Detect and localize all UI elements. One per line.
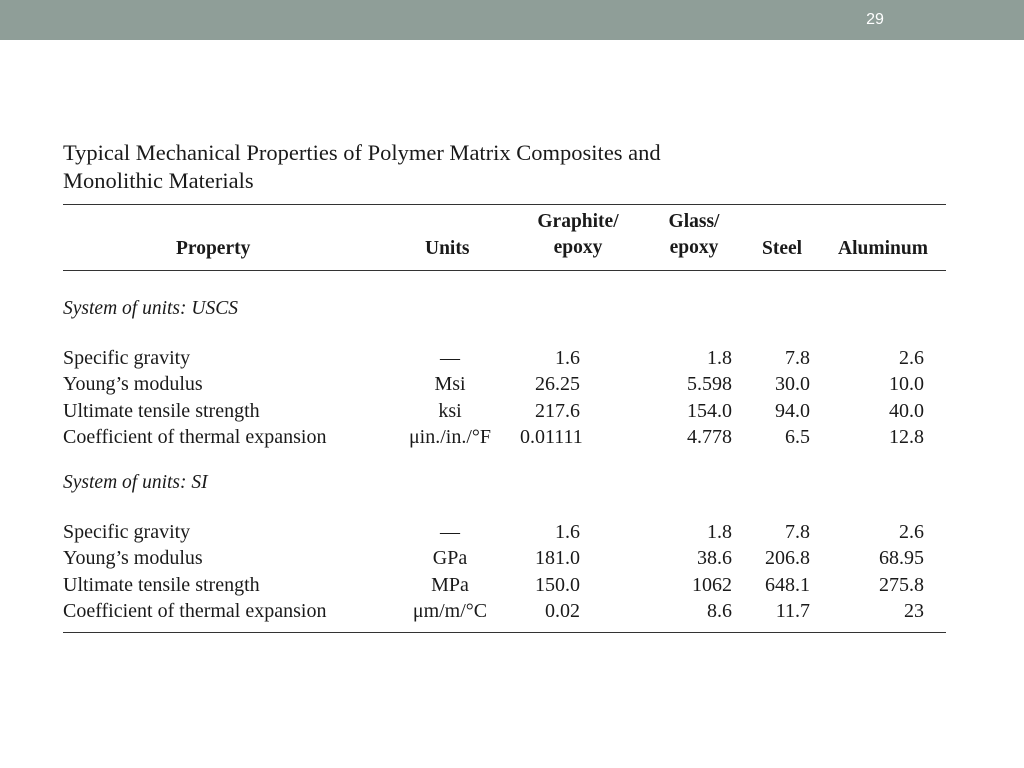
- cell-graphite: 217.6: [535, 400, 580, 422]
- cell-steel: 206.8: [765, 547, 810, 569]
- cell-property: Coefficient of thermal expansion: [63, 600, 327, 622]
- cell-steel: 648.1: [765, 574, 810, 596]
- cell-property: Ultimate tensile strength: [63, 400, 260, 422]
- cell-aluminum: 2.6: [899, 521, 924, 543]
- cell-aluminum: 2.6: [899, 347, 924, 369]
- header-glass-line-1: Glass/: [668, 211, 720, 232]
- cell-property: Young’s modulus: [63, 547, 203, 569]
- table-top-rule: [63, 204, 946, 205]
- header-property: Property: [176, 238, 251, 259]
- table-title: [63, 139, 823, 195]
- header-glass-line-2: epoxy: [669, 237, 719, 258]
- header-bottom-rule: [63, 270, 946, 271]
- cell-units: Msi: [434, 373, 466, 395]
- table-row: [0, 371, 1024, 397]
- table-title-line-1: Typical Mechanical Properties of Polymer Matrix Composites and: [63, 140, 661, 165]
- header-graphite-epoxy: [525, 209, 631, 261]
- table-row: [0, 519, 1024, 545]
- cell-glass: 1062: [692, 574, 732, 596]
- cell-property: Coefficient of thermal expansion: [63, 426, 327, 448]
- header-units: Units: [425, 238, 470, 259]
- table-row: [0, 345, 1024, 371]
- cell-property: Specific gravity: [63, 347, 191, 369]
- cell-units: μin./in./°F: [408, 426, 492, 448]
- cell-units: —: [440, 347, 460, 369]
- cell-graphite: 150.0: [535, 574, 580, 596]
- cell-units: —: [440, 521, 460, 543]
- table-row: [0, 398, 1024, 424]
- cell-graphite: 0.02: [545, 600, 580, 622]
- section-label-uscs: System of units: USCS: [63, 298, 238, 319]
- table-row: [0, 545, 1024, 571]
- cell-units: μm/m/°C: [412, 600, 488, 622]
- header-graphite-line-2: epoxy: [553, 237, 603, 258]
- cell-glass: 8.6: [707, 600, 732, 622]
- cell-steel: 7.8: [785, 521, 810, 543]
- cell-steel: 11.7: [775, 600, 810, 622]
- table-bottom-rule: [63, 632, 946, 633]
- cell-units: ksi: [438, 400, 462, 422]
- cell-aluminum: 275.8: [879, 574, 924, 596]
- table-row: [0, 598, 1024, 624]
- table-title-line-2: Monolithic Materials: [63, 168, 254, 193]
- cell-property: Young’s modulus: [63, 373, 203, 395]
- cell-graphite: 181.0: [535, 547, 580, 569]
- header-glass-epoxy: [655, 209, 733, 261]
- cell-graphite: 0.01111: [520, 426, 583, 448]
- section-label-si: System of units: SI: [63, 472, 208, 493]
- cell-aluminum: 12.8: [889, 426, 924, 448]
- cell-steel: 94.0: [775, 400, 810, 422]
- header-steel: Steel: [762, 238, 803, 259]
- cell-aluminum: 40.0: [889, 400, 924, 422]
- cell-steel: 6.5: [785, 426, 810, 448]
- cell-glass: 1.8: [707, 347, 732, 369]
- cell-glass: 1.8: [707, 521, 732, 543]
- cell-units: MPa: [431, 574, 469, 596]
- cell-property: Ultimate tensile strength: [63, 574, 260, 596]
- cell-steel: 7.8: [785, 347, 810, 369]
- cell-graphite: 26.25: [535, 373, 580, 395]
- cell-graphite: 1.6: [555, 347, 580, 369]
- cell-glass: 4.778: [687, 426, 732, 448]
- cell-glass: 38.6: [697, 547, 732, 569]
- cell-property: Specific gravity: [63, 521, 191, 543]
- slide-header-bar: [0, 0, 1024, 40]
- cell-aluminum: 68.95: [879, 547, 924, 569]
- cell-graphite: 1.6: [555, 521, 580, 543]
- cell-aluminum: 10.0: [889, 373, 924, 395]
- header-aluminum: Aluminum: [838, 238, 928, 259]
- slide-number: 29: [866, 11, 884, 28]
- table-row: [0, 424, 1024, 450]
- header-graphite-line-1: Graphite/: [537, 211, 619, 232]
- cell-glass: 5.598: [687, 373, 732, 395]
- table-row: [0, 572, 1024, 598]
- cell-units: GPa: [432, 547, 468, 569]
- cell-glass: 154.0: [687, 400, 732, 422]
- cell-aluminum: 23: [904, 600, 924, 622]
- cell-steel: 30.0: [775, 373, 810, 395]
